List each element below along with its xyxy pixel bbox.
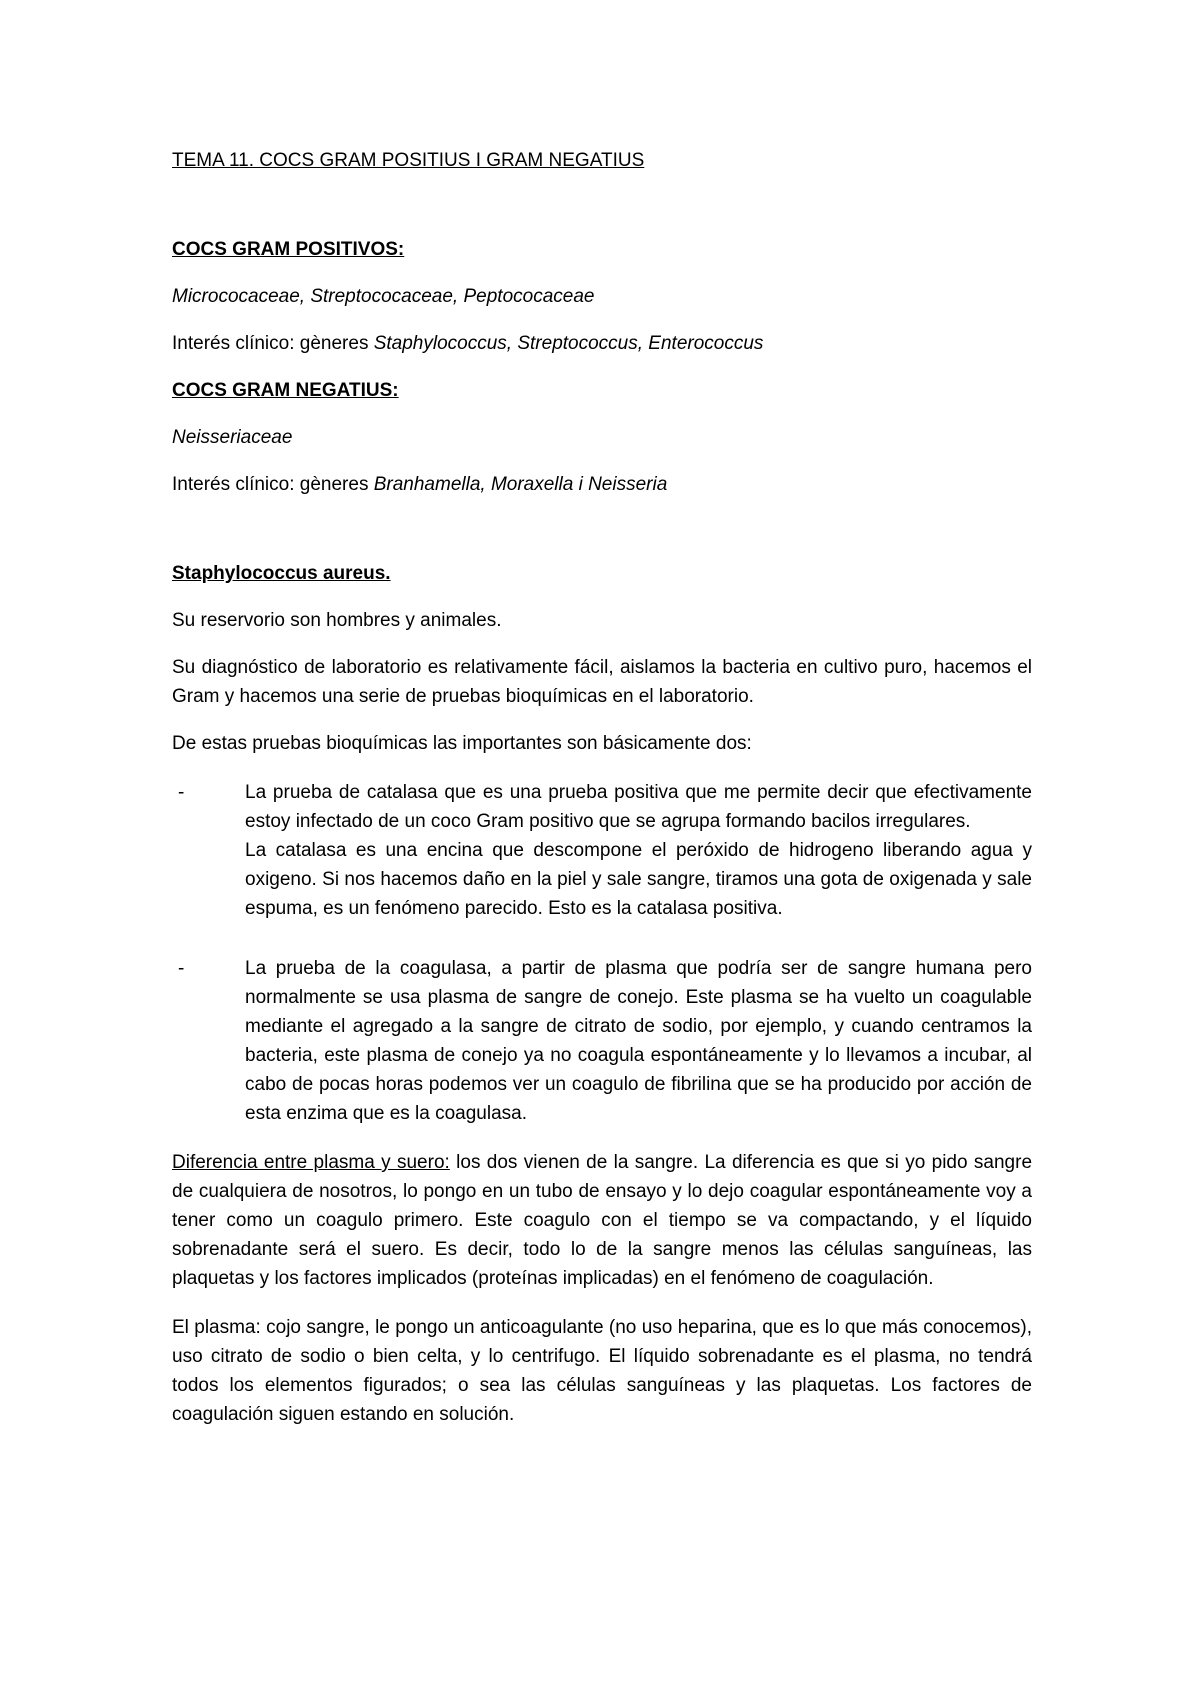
diferencia-text: los dos vienen de la sangre. La diferencia es que si yo pido sangre de cualquiera de nosotros, lo pongo en un tubo de ensayo y lo dejo coagular espontáneamente voy a tener como un coagulo primero. Este coagulo con el tiempo se va compactando, y el líquido sobrenadante será el suero. Es decir, todo lo de la sangre menos las células sanguíneas, las plaquetas y los factores implicados (proteínas implicadas) en el fenómeno de coagulación. [172,1152,1033,1289]
diferencia-label: Diferencia entre plasma y suero: [172,1152,450,1173]
list-dash: - [178,958,185,979]
catalasa-text: La prueba de catalasa que es una prueba positiva que me permite decir que efectivamente estoy infectado de un coco Gram positivo que se agrupa formando bacilos irregulares. [245,782,1032,832]
gram-negative-heading: COCS GRAM NEGATIUS: [172,380,399,401]
list-item [172,954,1032,1128]
gram-negative-genera: Branhamella, Moraxella i Neisseria [373,474,668,495]
plasma-paragraph: El plasma: cojo sangre, le pongo un anticoagulante (no uso heparina, que es lo que más conocemos), uso citrato de sodio o bien celta, y lo centrifugo. El líquido sobrenadante es el plasma, no tendrá todos los elementos figurados; o sea las células sanguíneas y las plaquetas. Los factores de coagulación siguen estando en solución. [172,1317,1032,1425]
list-dash: - [178,782,185,803]
staph-aureus-heading: Staphylococcus aureus. [172,563,391,584]
gram-positive-genera: Staphylococcus, Streptococcus, Enterococcus [373,333,764,354]
gram-negative-interest [172,470,1032,499]
gram-positive-families [172,282,1032,311]
diagnostico-paragraph: Su diagnóstico de laboratorio es relativamente fácil, aislamos la bacteria en cultivo puro, hacemos el Gram y hacemos una serie de pruebas bioquímicas en el laboratorio. [172,657,1032,707]
gram-negative-interest-prefix: Interés clínico: gèneres [172,474,374,495]
diferencia-paragraph [172,1148,1032,1293]
gram-negative-families-text: Neisseriaceae [172,427,293,448]
coagulasa-text: La prueba de la coagulasa, a partir de plasma que podría ser de sangre humana pero normalmente se usa plasma de sangre de conejo. Este plasma se ha vuelto un coagulable mediante el agregado a la sangre de citrato de sodio, por ejemplo, y cuando centramos la bacteria, este plasma de conejo ya no coagula espontáneamente y lo llevamos a incubar, al cabo de pocas horas podemos ver un coagulo de fibrilina que se ha producido por acción de esta enzima que es la coagulasa. [245,958,1032,1124]
gram-positive-families-text: Micrococaceae, Streptococaceae, Peptococaceae [172,286,595,307]
document-body [172,146,1032,1429]
gram-positive-interest-prefix: Interés clínico: gèneres [172,333,374,354]
pruebas-list [172,778,1032,1128]
pruebas-intro-paragraph: De estas pruebas bioquímicas las importantes son básicamente dos: [172,733,752,754]
page-title: TEMA 11. COCS GRAM POSITIUS I GRAM NEGATIUS [172,150,645,171]
gram-positive-heading: COCS GRAM POSITIVOS: [172,239,405,260]
list-item [172,778,1032,923]
catalasa-explanation: La catalasa es una encina que descompone el peróxido de hidrogeno liberando agua y oxigeno. Si nos hacemos daño en la piel y sale sangre, tiramos una gota de oxigenada y sale espuma, es un fenómeno parecido. Esto es la catalasa positiva. [245,840,1032,919]
gram-positive-interest [172,329,1032,358]
reservorio-paragraph: Su reservorio son hombres y animales. [172,610,502,631]
gram-negative-families [172,423,1032,452]
